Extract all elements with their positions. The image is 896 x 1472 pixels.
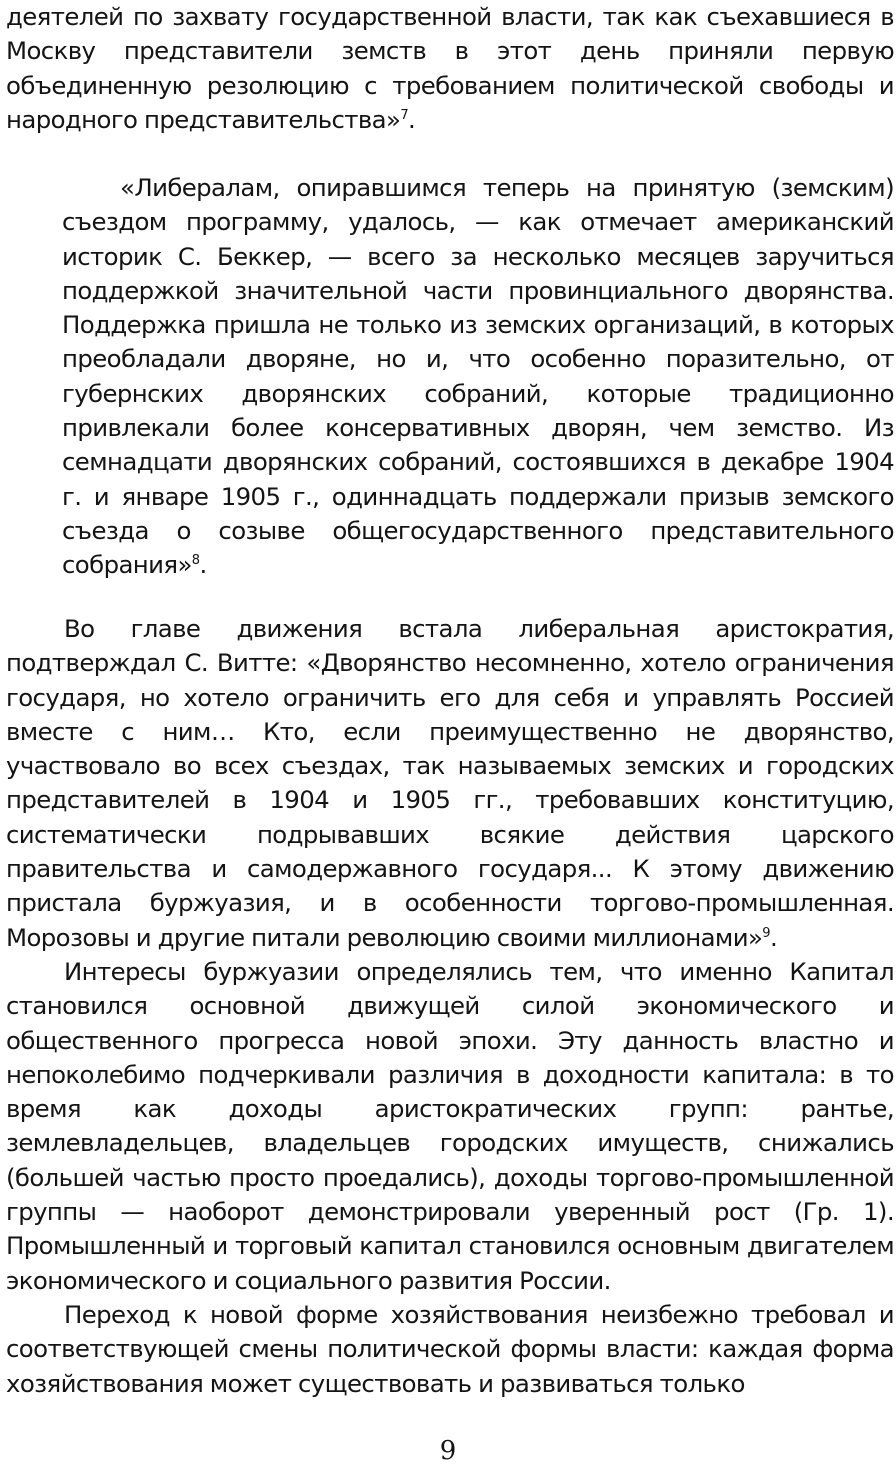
witte-paragraph-tail: . xyxy=(769,922,778,952)
main-text xyxy=(6,612,894,1401)
block-quote xyxy=(62,171,894,583)
transition-paragraph: Переход к новой форме хозяйствования неизбежно требовал и соответствующей смены политической формы власти: каждая форма хозяйствования может существовать и развиваться только xyxy=(6,1299,894,1398)
footnote-ref-7[interactable]: 7 xyxy=(400,107,409,123)
witte-paragraph-text: Во главе движения встала либеральная аристократия, подтверждал С. Витте: «Дворянство несомненно, хотело ограничения государя, но хотело ограничить его для себя и управлять Россией вместе с ним… Кто, если преимущественно не дворянство, участвовало во всех съездах, так называемых земских и городских представителей в 1904 и 1905 гг., требовавших конституцию, систематически подрывавших всякие действия царского правительства и самодержавного государя... К этому движению пристала буржуазия, и в особенности торгово-промышленная. Морозовы и другие питали революцию своими миллионами» xyxy=(6,614,894,952)
witte-paragraph xyxy=(6,612,894,955)
intro-paragraph xyxy=(6,0,894,137)
footnote-ref-9[interactable]: 9 xyxy=(762,925,770,941)
quote-tail: . xyxy=(199,550,207,580)
bourgeoisie-paragraph: Интересы буржуазии определялись тем, что именно Капитал становился основной движущей силой экономического и общественного прогресса новой эпохи. Эту данность властно и непоколебимо подчеркивали различия в доходности капитала: в то время как доходы аристократических групп: рантье, землевладельцев, владельцев городских имуществ, снижались (большей частью просто проедались), доходы торгово-промышленной группы — наоборот демонстрировали уверенный рост (Гр. 1). Промышленный и торговый капитал становился основным двигателем экономического и социального развития России. xyxy=(6,956,894,1295)
intro-paragraph-text: деятелей по захвату государственной власти, так как съехавшиеся в Москву представители земств в этот день приняли первую объединенную резолюцию с требованием политической свободы и народного представительства» xyxy=(6,2,894,134)
page-number: 9 xyxy=(439,1436,457,1466)
quote-text: «Либералам, опиравшимся теперь на принятую (земским) съездом программу, удалось, — как отмечает американский историк С. Беккер, — всего за несколько месяцев заручиться поддержкой значительной части провинциального дворянства. Поддержка пришла не только из земских организаций, в которых преобладали дворяне, но и, что особенно поразительно, от губернских дворянских собраний, которые традиционно привлекали более консервативных дворян, чем земство. Из семнадцати дворянских собраний, состоявшихся в декабре 1904 г. и январе 1905 г., одиннадцать поддержали призыв земского съезда о созыве общегосударственного представительного собрания» xyxy=(62,173,894,580)
intro-paragraph-tail: . xyxy=(408,104,416,134)
footnote-ref-8[interactable]: 8 xyxy=(191,553,200,569)
